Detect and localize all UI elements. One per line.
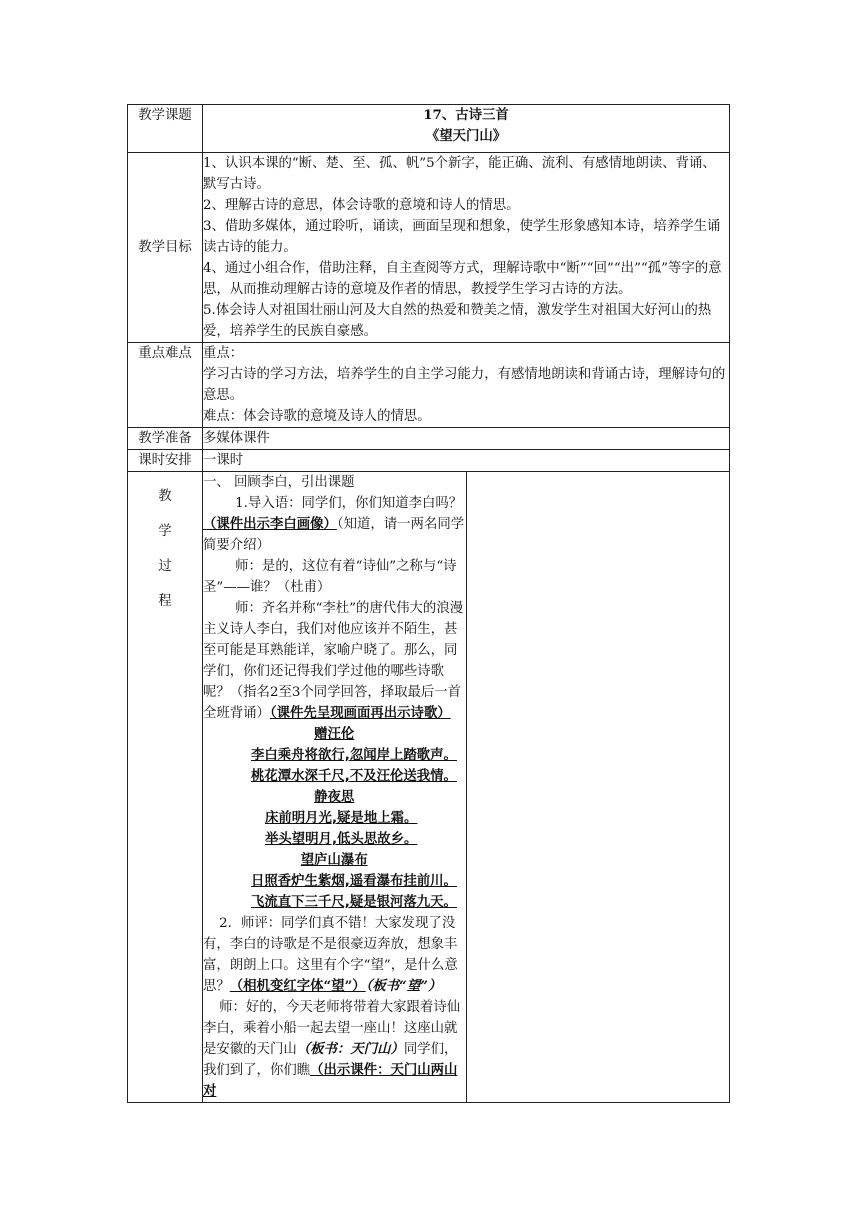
goal-item: 1、认识本课的“断、楚、至、孤、帆”5个新字，能正确、流利、有感情地朗读、背诵、默写古诗。 xyxy=(203,156,716,192)
topic-row xyxy=(128,105,730,153)
key-points-label: 重点难点 xyxy=(128,343,203,428)
preparation-row xyxy=(128,428,730,450)
schedule-label: 课时安排 xyxy=(128,450,203,472)
poem-title: 《望天门山》 xyxy=(425,128,507,144)
process-row xyxy=(128,472,730,1103)
goal-item: 4、通过小组合作，借助注释，自主查阅等方式，理解诗歌中“断”“回”“出”“孤”等字的意思，从而推动理解古诗的意境及作者的情思，教授学生学习古诗的方法。 xyxy=(203,261,722,297)
poem-heading: 望庐山瀑布 xyxy=(300,853,368,868)
schedule-row xyxy=(128,450,730,472)
process-content xyxy=(203,472,467,1103)
process-paragraph: 师：齐名并称“李杜”的唐代伟大的浪漫主义诗人李白，我们对他应该并不陌生，甚至可能是耳熟能详，家喻户晓了。那么，同学们，你们还记得我们学过他的哪些诗歌呢？（指名2至3个同学回答，择取最后一首全班背诵）（课件先呈现画面再出示诗歌） xyxy=(203,601,464,721)
process-paragraph: 师：好的，今天老师将带着大家跟着诗仙李白，乘着小船一起去望一座山！这座山就是安徽的天门山（板书：天门山）同学们，我们到了，你们瞧（出示课件：天门山两山对 xyxy=(203,1000,461,1099)
topic-label: 教学课题 xyxy=(128,105,203,153)
goal-item: 2、理解古诗的意思，体会诗歌的意境和诗人的情思。 xyxy=(203,198,520,213)
poem-line: 日照香炉生紫烟,遥看瀑布挂前川。 xyxy=(251,874,457,889)
key-point-text: 学习古诗的学习方法，培养学生的自主学习能力，有感情地朗读和背诵古诗，理解诗句的意思。 xyxy=(203,367,726,403)
topic-title-cell xyxy=(203,105,730,153)
goals-row xyxy=(128,153,730,343)
key-points-content xyxy=(203,343,730,428)
schedule-value: 一课时 xyxy=(203,450,730,472)
process-paragraph: 1.导入语：同学们，你们知道李白吗？（课件出示李白画像）（知道，请一两名同学简要介绍） xyxy=(203,496,465,553)
lesson-plan-table xyxy=(127,104,730,1103)
poem-block xyxy=(203,724,466,913)
key-point-heading: 重点： xyxy=(203,346,244,361)
difficulty-text: 难点：体会诗歌的意境及诗人的情思。 xyxy=(203,409,431,424)
goal-item: 3、借助多媒体，通过聆听，诵读，画面呈现和想象，使学生形象感知本诗，培养学生诵读古诗的能力。 xyxy=(203,219,721,255)
goal-item: 5.体会诗人对祖国壮丽山河及大自然的热爱和赞美之情，激发学生对祖国大好河山的热爱，培养学生的民族自豪感。 xyxy=(203,303,712,339)
process-paragraph: 师：是的，这位有着“诗仙”之称与“诗圣”——谁？（杜甫） xyxy=(203,559,457,595)
process-notes-column xyxy=(466,472,730,1103)
poem-line: 举头望明月,低头思故乡。 xyxy=(265,832,418,847)
lesson-title: 17、古诗三首 xyxy=(423,107,509,123)
poem-heading: 赠汪伦 xyxy=(314,727,355,742)
goals-content xyxy=(203,153,730,343)
poem-heading: 静夜思 xyxy=(314,790,355,805)
key-points-row xyxy=(128,343,730,428)
poem-line: 床前明月光,疑是地上霜。 xyxy=(265,811,418,826)
preparation-label: 教学准备 xyxy=(128,428,203,450)
poem-line: 李白乘舟将欲行,忽闻岸上踏歌声。 xyxy=(251,748,457,763)
process-paragraph: 2．师评：同学们真不错！大家发现了没有，李白的诗歌是不是很豪迈奔放，想象丰富，朗朗上口。这里有个字“望”，是什么意思？（相机变红字体“望”）（板书“望”） xyxy=(203,916,458,994)
poem-line: 桃花潭水深千尺,不及汪伦送我情。 xyxy=(251,769,457,784)
section-heading: 一、 回顾李白，引出课题 xyxy=(203,475,355,490)
process-label: 教 学 过 程 xyxy=(128,472,203,1103)
goals-label: 教学目标 xyxy=(128,153,203,343)
poem-line: 飞流直下三千尺,疑是银河落九天。 xyxy=(251,895,457,910)
preparation-value: 多媒体课件 xyxy=(203,428,730,450)
